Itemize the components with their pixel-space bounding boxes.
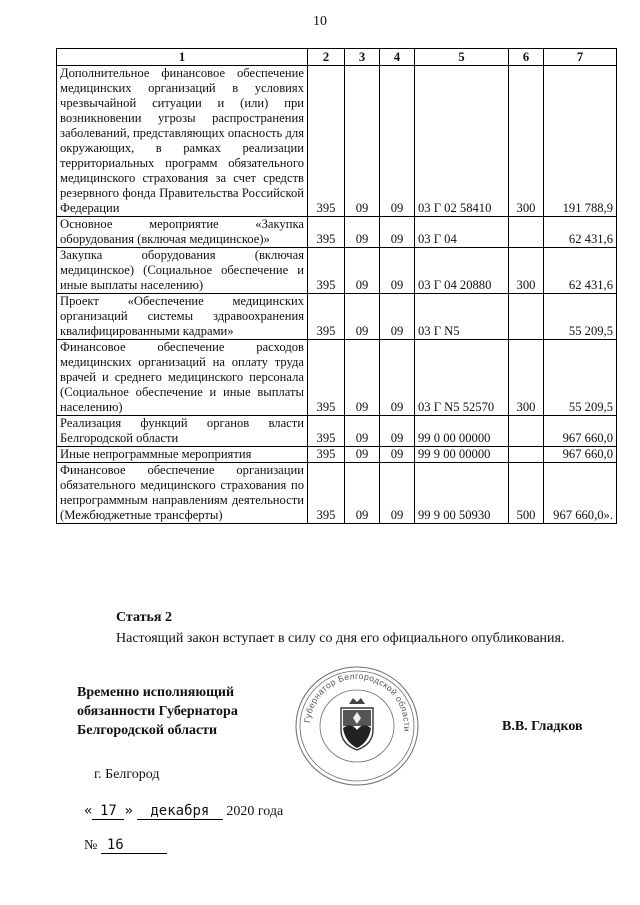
number-label: № [84, 838, 98, 853]
row-amount: 967 660,0 [544, 447, 617, 463]
coat-of-arms-icon [341, 698, 373, 750]
row-amount: 967 660,0». [544, 463, 617, 524]
position-line-1: Временно исполняющий [77, 685, 235, 700]
article-2 [116, 607, 565, 649]
row-name: Иные непрограммные мероприятия [57, 447, 308, 463]
row-section: 09 [345, 447, 380, 463]
row-expense-type: 300 [509, 340, 544, 416]
row-expense-type [509, 447, 544, 463]
table-row [57, 66, 617, 217]
header-col-7: 7 [544, 49, 617, 66]
official-seal [293, 664, 421, 788]
row-target-article: 99 9 00 00000 [415, 447, 509, 463]
position-line-3: Белгородской области [77, 723, 218, 738]
row-section: 09 [345, 294, 380, 340]
row-amount: 62 431,6 [544, 248, 617, 294]
date-day: 17 [92, 803, 124, 820]
row-target-article: 03 Г N5 [415, 294, 509, 340]
page-number: 10 [313, 14, 327, 29]
row-section: 09 [345, 463, 380, 524]
table-row [57, 447, 617, 463]
row-section: 09 [345, 66, 380, 217]
row-target-article: 03 Г 04 [415, 217, 509, 248]
row-grbs: 395 [308, 217, 345, 248]
row-section: 09 [345, 416, 380, 447]
row-subsection: 09 [380, 294, 415, 340]
row-target-article: 03 Г N5 52570 [415, 340, 509, 416]
row-grbs: 395 [308, 248, 345, 294]
row-name: Закупка оборудования (включая медицинское) (Социальное обеспечение и иные выплаты населению) [57, 248, 308, 294]
row-grbs: 395 [308, 447, 345, 463]
budget-table [56, 48, 617, 524]
row-expense-type [509, 416, 544, 447]
header-col-4: 4 [380, 49, 415, 66]
table-row [57, 463, 617, 524]
row-target-article: 99 0 00 00000 [415, 416, 509, 447]
row-section: 09 [345, 340, 380, 416]
signing-place: г. Белгород [94, 767, 160, 782]
row-amount: 55 209,5 [544, 340, 617, 416]
row-subsection: 09 [380, 340, 415, 416]
row-amount: 191 788,9 [544, 66, 617, 217]
row-name: Реализация функций органов власти Белгородской области [57, 416, 308, 447]
row-expense-type [509, 217, 544, 248]
header-col-5: 5 [415, 49, 509, 66]
position-line-2: обязанности Губернатора [77, 704, 238, 719]
row-grbs: 395 [308, 463, 345, 524]
header-col-2: 2 [308, 49, 345, 66]
table-header-row [57, 49, 617, 66]
seal-text: Губернатор Белгородской области [302, 670, 413, 733]
header-col-1: 1 [57, 49, 308, 66]
row-grbs: 395 [308, 294, 345, 340]
row-section: 09 [345, 217, 380, 248]
signing-date [84, 803, 283, 820]
table-row [57, 416, 617, 447]
date-close-quote: » [124, 803, 133, 819]
table-row [57, 294, 617, 340]
row-grbs: 395 [308, 416, 345, 447]
table-row [57, 217, 617, 248]
row-name: Финансовое обеспечение расходов медицинских организаций на оплату труда врачей и среднего медицинского персонала (Социальное обеспечение и иные выплаты населению) [57, 340, 308, 416]
row-expense-type: 300 [509, 248, 544, 294]
row-subsection: 09 [380, 217, 415, 248]
signatory-name: В.В. Гладков [502, 719, 583, 734]
header-col-3: 3 [345, 49, 380, 66]
law-number [84, 837, 167, 854]
row-section: 09 [345, 248, 380, 294]
article-text: Настоящий закон вступает в силу со дня его официального опубликования. [116, 631, 565, 646]
header-col-6: 6 [509, 49, 544, 66]
row-name: Финансовое обеспечение организации обязательного медицинского страхования по непрограммным направлениям деятельности (Межбюджетные трансферты) [57, 463, 308, 524]
row-subsection: 09 [380, 416, 415, 447]
row-subsection: 09 [380, 66, 415, 217]
row-expense-type: 300 [509, 66, 544, 217]
row-target-article: 99 9 00 50930 [415, 463, 509, 524]
date-year: 2020 года [226, 804, 284, 819]
row-name: Дополнительное финансовое обеспечение медицинских организаций в условиях чрезвычайной ситуации и (или) при возникновении угрозы распространения заболеваний, представляющих опасность для окружающих, в рамках реализации территориальных программ обязательного медицинского страхования за счет средств резервного фонда Правительства Российской Федерации [57, 66, 308, 217]
row-expense-type: 500 [509, 463, 544, 524]
signatory-position [77, 683, 238, 740]
row-amount: 967 660,0 [544, 416, 617, 447]
row-grbs: 395 [308, 340, 345, 416]
row-subsection: 09 [380, 248, 415, 294]
row-grbs: 395 [308, 66, 345, 217]
row-amount: 55 209,5 [544, 294, 617, 340]
row-expense-type [509, 294, 544, 340]
row-amount: 62 431,6 [544, 217, 617, 248]
row-target-article: 03 Г 04 20880 [415, 248, 509, 294]
date-month: декабря [137, 803, 223, 820]
table-row [57, 248, 617, 294]
row-subsection: 09 [380, 447, 415, 463]
row-name: Основное мероприятие «Закупка оборудования (включая медицинское)» [57, 217, 308, 248]
article-title: Статья 2 [116, 610, 172, 625]
number-value: 16 [101, 837, 167, 854]
row-target-article: 03 Г 02 58410 [415, 66, 509, 217]
row-subsection: 09 [380, 463, 415, 524]
date-open-quote: « [84, 803, 93, 819]
row-name: Проект «Обеспечение медицинских организаций системы здравоохранения квалифицированными кадрами» [57, 294, 308, 340]
table-row [57, 340, 617, 416]
